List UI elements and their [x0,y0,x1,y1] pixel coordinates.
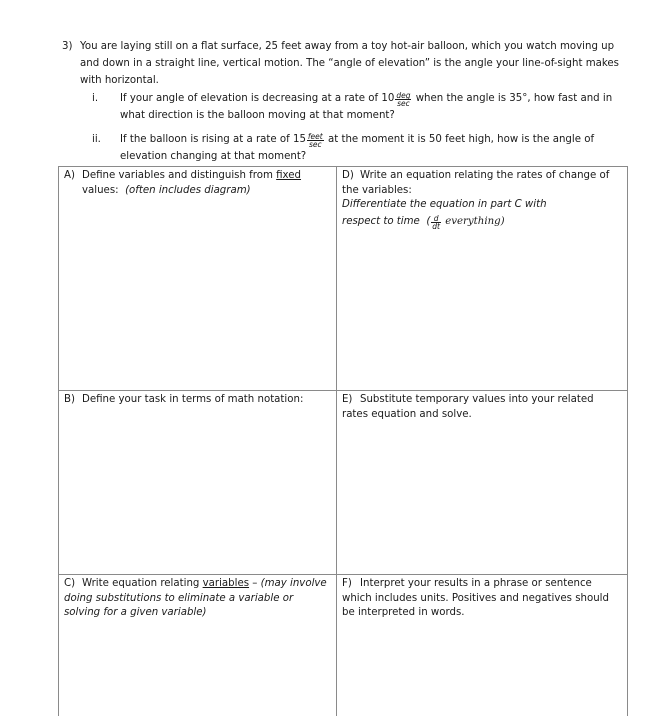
cell-text: Substitute temporary values into your related rates equation and solve. [342,394,594,420]
fraction-numerator: feet [307,132,323,141]
cell-d-label [342,169,621,198]
cell-note: respect to time [342,215,420,227]
cell-d-note [342,198,621,213]
cell-note: (may involve [260,578,327,589]
cell-text: Write an equation relating the rates of change of the variables: [342,170,610,196]
cell-f[interactable] [336,574,627,716]
underlined-term: variables [202,578,250,589]
worksheet-grid [58,166,628,716]
cell-letter: C) [64,578,76,589]
rate-fraction [307,133,324,148]
sub-question-i [92,90,625,124]
cell-text: Define your task in terms of math notation: [82,394,304,405]
derivative-operator [431,215,441,230]
sub-question-text-end: when the angle is 35°, how fast and in what direction is the balloon moving at that moment? [120,93,613,121]
cell-text: Write equation relating [82,578,203,589]
cell-c-note: doing substitutions to eliminate a variable or solving for a given variable) [64,592,294,618]
cell-note: Differentiate the equation in part C with [342,199,547,210]
fraction-numerator: deg [396,91,411,100]
cell-letter: D) [342,170,354,181]
problem-text: You are laying still on a flat surface, 25 feet away from a toy hot-air balloon, which you watch moving up and down in a straight line, vertical motion. The “angle of elevation” is the angle your line-of-sight makes with horizontal. [80,41,619,86]
fraction-denominator: dt [432,221,440,231]
sub-question-marker: i. [92,93,99,104]
cell-a-label [64,169,330,184]
cell-a[interactable] [58,166,336,390]
sub-question-text-start: If the balloon is rising at a rate of 15 [120,134,306,145]
cell-e-label [342,393,621,422]
sub-question-marker: ii. [92,134,101,145]
sub-question-text [120,90,625,124]
cell-d-note-2 [342,215,621,230]
cell-text: Define variables and distinguish from [82,170,277,181]
sub-question-text [120,131,625,165]
cell-letter: F) [342,578,352,589]
problem-number: 3) [62,41,73,52]
cell-c-label [64,577,330,592]
cell-b[interactable] [58,390,336,574]
cell-letter: B) [64,394,75,405]
fraction-numerator: d [431,215,441,223]
cell-a-note [82,184,330,199]
cell-e[interactable] [336,390,627,574]
cell-letter: E) [342,394,353,405]
cell-text-cont: values: [82,184,119,196]
sub-question-text-start: If your angle of elevation is decreasing at a rate of 10 [120,93,395,104]
rate-fraction [395,92,411,107]
sub-question-ii [92,131,625,165]
cell-c[interactable] [58,574,336,716]
problem-statement [62,38,622,89]
grid-right-border [627,166,628,716]
cell-text: Interpret your results in a phrase or sentence which includes units. Positives and negatives should be interpreted in words. [342,578,609,618]
fraction-denominator: sec [397,99,410,108]
cell-note: (often includes diagram) [125,184,251,196]
paren: ( [426,215,431,227]
cell-b-label [64,393,330,408]
cell-letter: A) [64,170,75,181]
underlined-term: fixed [276,170,302,181]
cell-d[interactable] [336,166,627,390]
sub-question-text-end: at the moment it is 50 feet high, how is the angle of elevation changing at that moment? [120,134,595,162]
cell-f-label [342,577,621,621]
cell-note: everything) [442,215,505,227]
cell-text-cont: – [249,578,261,589]
fraction-denominator: sec [309,140,322,149]
